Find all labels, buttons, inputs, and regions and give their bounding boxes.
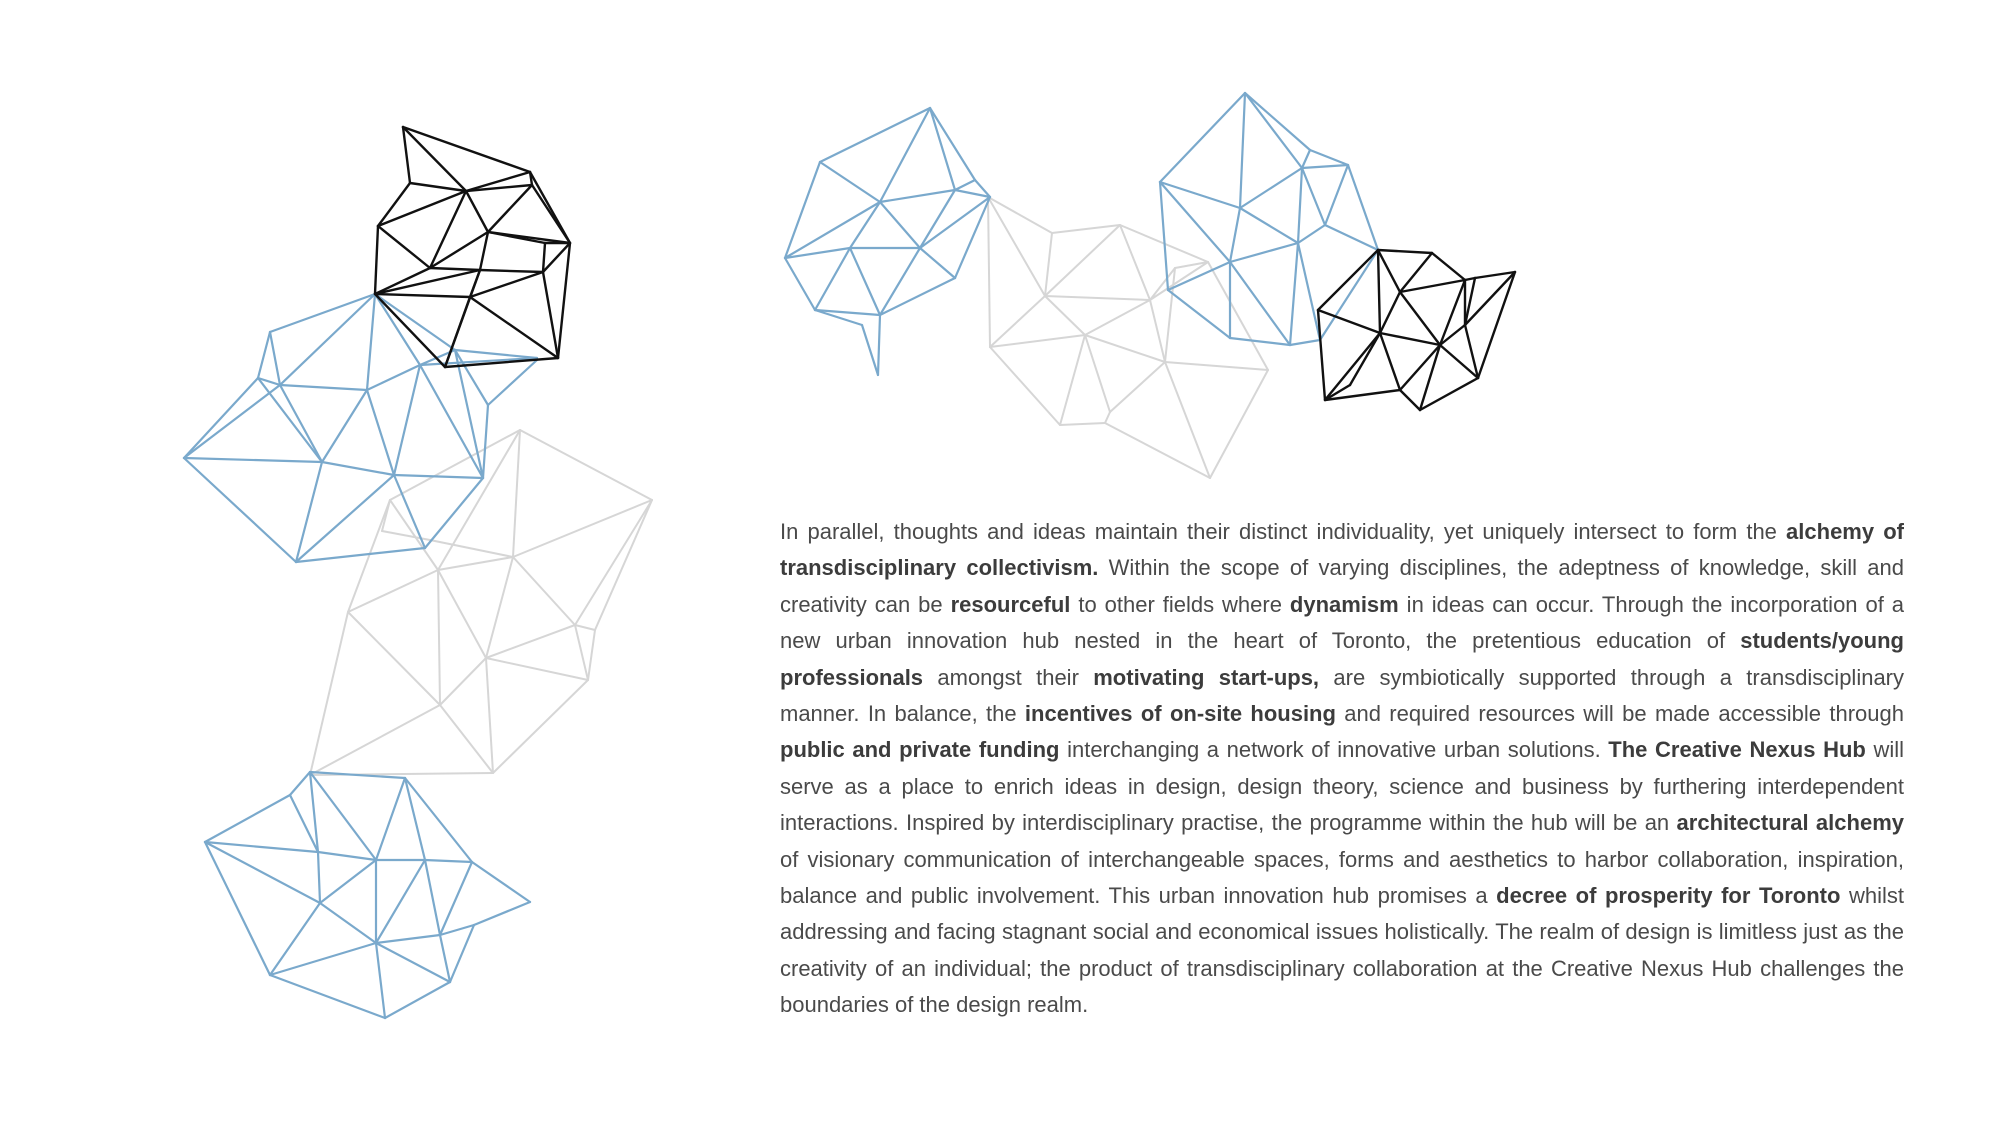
mesh-edge xyxy=(1378,250,1380,333)
mesh-edge xyxy=(493,680,588,773)
mesh-edge xyxy=(440,862,472,935)
mesh-edge xyxy=(532,185,570,243)
mesh-edge xyxy=(1045,233,1052,296)
emphasis-text: dynamism xyxy=(1289,591,1399,617)
mesh-edge xyxy=(184,458,322,462)
mesh-edge xyxy=(470,297,558,358)
mesh-edge xyxy=(920,248,955,278)
mesh-edge xyxy=(483,405,488,478)
mesh-edge xyxy=(376,943,385,1018)
mesh-edge xyxy=(375,270,480,294)
mesh-edge xyxy=(1325,165,1348,225)
mesh-edge xyxy=(1085,335,1110,412)
mesh-edge xyxy=(543,243,570,272)
emphasis-text: students/young professionals xyxy=(780,628,1904,690)
mesh-edge xyxy=(1310,150,1348,165)
mesh-edge xyxy=(376,778,405,860)
mesh-edge xyxy=(425,860,440,935)
mesh-edge xyxy=(930,108,975,180)
mesh-edge xyxy=(513,557,575,625)
emphasis-text: The Creative Nexus Hub xyxy=(1608,737,1866,763)
mesh-edge xyxy=(1230,208,1240,262)
mesh-edge xyxy=(390,500,438,570)
mesh-edge xyxy=(1240,168,1302,208)
mesh-edge xyxy=(990,296,1045,347)
mesh-edge xyxy=(425,860,472,862)
mesh-edge xyxy=(785,162,820,258)
mesh-edge xyxy=(1290,340,1320,345)
mesh-edge xyxy=(1380,292,1400,333)
mesh-edge xyxy=(470,272,543,297)
mesh-edge xyxy=(382,531,430,540)
mesh-edge xyxy=(438,570,440,705)
mesh-edge xyxy=(1150,300,1165,362)
mesh-edge xyxy=(1432,253,1465,280)
mesh-edge xyxy=(367,294,375,390)
mesh-edge xyxy=(820,162,880,202)
mesh-edge xyxy=(1160,93,1245,182)
mesh-edge xyxy=(403,127,410,183)
mesh-edge xyxy=(258,332,270,378)
mesh-edge xyxy=(1210,370,1268,478)
mesh-edge xyxy=(205,842,270,975)
mesh-edge xyxy=(375,294,445,367)
mesh-edge xyxy=(1168,290,1230,338)
mesh-edge xyxy=(394,475,483,478)
mesh-edge xyxy=(488,185,532,232)
mesh-edge xyxy=(878,315,880,375)
mesh-edge xyxy=(486,658,493,773)
emphasis-text: resourceful xyxy=(950,591,1071,617)
body-text-run: interchanging a network of innovative urban solutions. xyxy=(1059,737,1609,763)
emphasis-text: alchemy of transdisciplinary collectivism. xyxy=(780,519,1904,581)
mesh-edge xyxy=(1298,168,1302,243)
mesh-edge xyxy=(270,943,376,975)
mesh-edge xyxy=(575,625,588,680)
mesh-edge xyxy=(488,360,537,405)
body-text-run: in ideas can occur. Through the incorporation of a new urban innovation hub nested in the heart of Toronto, the pretentious education of xyxy=(780,591,1905,654)
mesh-edge xyxy=(455,350,483,478)
body-text-run: will serve as a place to enrich ideas in design, design theory, science and business by furthering interdependent interactions. Inspired by interdisciplinary practise, the programme within the hub will be an xyxy=(780,737,1905,836)
mesh-edge xyxy=(430,540,513,557)
mesh-edge xyxy=(440,658,486,705)
emphasis-text: decree of prosperity for Toronto xyxy=(1496,883,1841,909)
emphasis-text: incentives of on-site housing xyxy=(1024,701,1336,727)
mesh-edge xyxy=(280,294,375,385)
mesh-edge xyxy=(1465,325,1478,378)
body-text-run: and required resources will be made accessible through xyxy=(1335,701,1904,727)
mesh-edge xyxy=(450,925,474,982)
mesh-edge xyxy=(403,127,530,172)
mesh-edge xyxy=(270,294,375,332)
mesh-edge xyxy=(990,335,1085,347)
mesh-edge xyxy=(1240,208,1298,243)
body-text-run: amongst their xyxy=(923,664,1094,690)
mesh-edge xyxy=(1105,423,1210,478)
mesh-edge xyxy=(990,347,1060,425)
mesh-edge xyxy=(375,268,430,294)
mesh-edge xyxy=(280,385,322,462)
mesh-edge xyxy=(310,772,376,860)
mesh-edge xyxy=(310,705,440,775)
mesh-edge xyxy=(322,390,367,462)
mesh-edge xyxy=(1298,225,1325,243)
mesh-edge xyxy=(258,378,322,462)
mesh-edge xyxy=(270,903,320,975)
mesh-edge xyxy=(394,365,420,475)
mesh-edge xyxy=(375,294,455,350)
mesh-edge xyxy=(375,226,378,294)
mesh-edge xyxy=(1045,296,1150,300)
mesh-edge xyxy=(920,190,955,248)
mesh-edge xyxy=(1302,165,1348,168)
mesh-edge xyxy=(1160,182,1168,290)
mesh-edge xyxy=(376,935,440,943)
mesh-edge xyxy=(296,548,425,562)
mesh-edge xyxy=(513,430,520,557)
mesh-edge xyxy=(1208,262,1268,370)
mesh-edge xyxy=(1320,250,1378,340)
mesh-edge xyxy=(1165,362,1268,370)
mesh-edge xyxy=(376,860,425,943)
body-text-run: are symbiotically supported through a transdisciplinary manner. In balance, the xyxy=(780,664,1905,727)
mesh-edge xyxy=(466,191,488,232)
mesh-edge xyxy=(1302,150,1310,168)
mesh-edge xyxy=(486,625,575,658)
mesh-edge xyxy=(1465,278,1475,325)
mesh-edge xyxy=(1230,338,1290,345)
mesh-edge xyxy=(1350,333,1380,385)
mesh-edge xyxy=(440,925,474,935)
emphasis-text: public and private funding xyxy=(780,737,1060,763)
mesh-edge xyxy=(438,570,486,658)
mesh-edge xyxy=(375,294,470,297)
mesh-edge xyxy=(184,458,296,562)
mesh-edge xyxy=(184,378,258,458)
mesh-edge xyxy=(480,232,488,270)
mesh-edge xyxy=(1318,250,1378,310)
mesh-edge xyxy=(375,294,420,365)
mesh-edge xyxy=(1165,362,1210,478)
mesh-edge xyxy=(785,258,815,310)
mesh-edge xyxy=(430,268,480,270)
emphasis-text: architectural alchemy xyxy=(1676,810,1904,836)
mesh-edge xyxy=(480,270,543,272)
mesh-edge xyxy=(1110,362,1165,412)
mesh-edge xyxy=(296,462,322,562)
mesh-edge xyxy=(410,183,466,191)
mesh-edge xyxy=(385,982,450,1018)
mesh-edge xyxy=(378,226,430,268)
mesh-edge xyxy=(543,272,558,358)
mesh-edge xyxy=(322,462,394,475)
mesh-edge xyxy=(1045,296,1085,335)
mesh-edge xyxy=(862,325,878,375)
mesh-edge xyxy=(425,478,483,548)
mesh-edge xyxy=(850,248,880,315)
mesh-edge xyxy=(440,935,450,982)
mesh-edge xyxy=(367,365,420,390)
mesh-edge xyxy=(205,795,290,842)
mesh-edge xyxy=(1378,250,1432,253)
mesh-edge xyxy=(1085,300,1150,335)
emphasis-text: motivating start-ups, xyxy=(1093,664,1320,690)
mesh-edge xyxy=(1045,225,1120,296)
mesh-edge xyxy=(880,108,930,202)
mesh-edge xyxy=(588,630,595,680)
body-text-run: whilst addressing and facing stagnant social and economical issues holistically. The realm of design is limitless just as the creativity of an individual; the product of transdisciplinary collaboration at the Creative Nexus Hub challenges the boundaries of the design realm. xyxy=(780,883,1904,1018)
mesh-edge xyxy=(1085,335,1165,362)
mesh-edge xyxy=(472,862,530,902)
mesh-edge xyxy=(880,190,955,202)
mesh-edge xyxy=(270,332,280,385)
mesh-edge xyxy=(1240,93,1245,208)
mesh-edge xyxy=(1290,243,1298,345)
mesh-edge xyxy=(575,625,595,630)
mesh-edge xyxy=(1378,250,1400,292)
mesh-edge xyxy=(290,772,310,795)
mesh-edge xyxy=(184,385,280,458)
mesh-edge xyxy=(270,975,385,1018)
mesh-edge xyxy=(955,180,975,190)
mesh-edge xyxy=(1230,262,1290,345)
mesh-edge xyxy=(296,475,394,562)
mesh-edge xyxy=(1298,243,1320,340)
mesh-edge xyxy=(1325,333,1380,400)
mesh-edge xyxy=(455,350,537,358)
mesh-edge xyxy=(850,202,880,248)
mesh-edge xyxy=(558,243,570,358)
mesh-edge xyxy=(1230,243,1298,262)
mesh-edge xyxy=(1245,93,1302,168)
mesh-edge xyxy=(403,127,466,191)
mesh-edge xyxy=(1318,310,1325,400)
mesh-edge xyxy=(1302,168,1325,225)
body-paragraph xyxy=(780,514,1904,1024)
mesh-edge xyxy=(575,500,652,625)
mesh-edge xyxy=(930,108,955,190)
mesh-edge xyxy=(318,852,376,860)
mesh-edge xyxy=(320,860,376,903)
mesh-edge xyxy=(486,658,588,680)
mesh-edge xyxy=(1245,93,1310,150)
mesh-edge xyxy=(1325,390,1400,400)
mesh-edge xyxy=(280,385,367,390)
mesh-edge xyxy=(815,248,850,310)
mesh-edge xyxy=(880,202,920,248)
mesh-edge xyxy=(1465,272,1515,325)
body-text-run: of visionary communication of interchangeable spaces, forms and aesthetics to harbor collaboration, inspiration, balance and public involvement. This urban innovation hub promises a xyxy=(780,846,1904,909)
mesh-edge xyxy=(543,243,545,272)
mesh-edge xyxy=(440,705,493,773)
body-text-run: to other fields where xyxy=(1070,591,1290,617)
mesh-edge xyxy=(318,852,320,903)
mesh-edge xyxy=(1105,412,1110,423)
mesh-edge xyxy=(988,197,1045,296)
mesh-edge xyxy=(1380,333,1400,390)
mesh-edge xyxy=(988,197,990,347)
mesh-edge xyxy=(310,612,348,775)
mesh-edge xyxy=(1400,390,1420,410)
mesh-edge xyxy=(520,430,652,500)
mesh-edge xyxy=(438,557,513,570)
mesh-edge xyxy=(320,903,376,943)
body-text-run: In parallel, thoughts and ideas maintain their distinct individuality, yet uniquely intersect to form the xyxy=(780,519,1787,544)
mesh-edge xyxy=(1478,272,1515,378)
mesh-edge xyxy=(1060,335,1085,425)
mesh-edge xyxy=(486,557,513,658)
mesh-edge xyxy=(820,108,930,162)
mesh-edge xyxy=(474,902,530,925)
mesh-edge xyxy=(348,612,440,705)
mesh-edge xyxy=(376,943,450,982)
mesh-edge xyxy=(1052,225,1120,233)
mesh-edge xyxy=(1060,423,1105,425)
mesh-edge xyxy=(367,390,394,475)
body-text-run: Within the scope of varying disciplines, the adeptness of knowledge, skill and creativity can be xyxy=(780,555,1904,617)
